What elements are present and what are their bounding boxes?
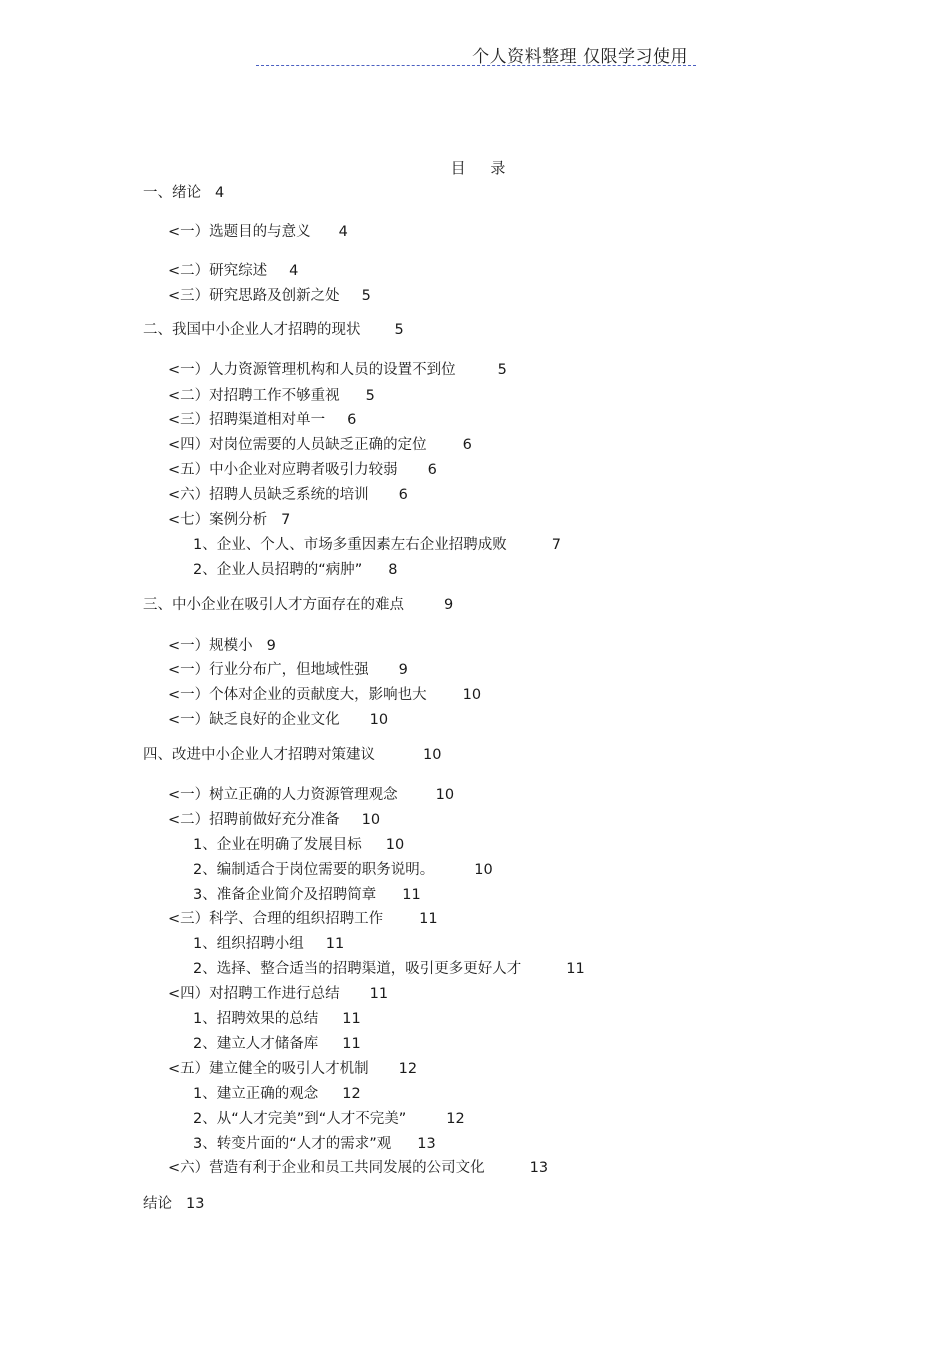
toc-entry[interactable] [193,860,493,880]
toc-entry-title: <四）对岗位需要的人员缺乏正确的定位 [168,437,427,453]
toc-entry[interactable] [168,984,388,1004]
toc-entry-page: 9 [266,638,276,654]
toc-entry[interactable] [193,835,404,855]
toc-entry-page: 7 [551,537,561,553]
toc-entry-page: 11 [342,1011,361,1027]
toc-entry-page: 10 [474,862,493,878]
toc-entry-title: <五）建立健全的吸引人才机制 [168,1061,369,1077]
page-header [256,40,696,66]
toc-entry-title: <一）人力资源管理机构和人员的设置不到位 [168,362,456,378]
toc-entry-page: 10 [385,837,405,853]
toc-entry-title: 1、建立正确的观念 [193,1086,319,1102]
toc-entry[interactable] [193,959,585,979]
toc-entry[interactable] [143,320,404,340]
toc-entry[interactable] [143,745,441,765]
toc-entry-title: 一、绪论 [143,185,201,201]
toc-entry[interactable] [168,410,356,430]
toc-entry-page: 12 [342,1086,361,1102]
toc-entry-page: 4 [338,224,348,240]
toc-entry-page: 5 [497,362,507,378]
toc-entry-page: 11 [342,1036,361,1052]
toc-entry-title: <一）规模小 [168,638,253,654]
toc-title: 目 录 [450,159,516,177]
toc-entry[interactable] [168,360,507,380]
toc-entry[interactable] [168,710,388,730]
toc-entry-title: 3、转变片面的“人才的需求”观 [193,1136,392,1152]
toc-entry-title: <七）案例分析 [168,512,268,528]
toc-entry[interactable] [143,183,224,203]
toc-entry[interactable] [143,595,453,615]
header-text: 个人资料整理 仅限学习使用 [472,47,688,67]
toc-entry-page: 6 [427,462,437,478]
toc-entry-title: 2、从“人才完美”到“人才不完美” [193,1111,407,1127]
toc-entry[interactable] [168,222,348,242]
toc-entry-page: 10 [423,747,442,763]
toc-entry[interactable] [193,1034,361,1054]
toc-entry-page: 11 [419,911,438,927]
toc-entry[interactable] [168,485,408,505]
toc-entry[interactable] [168,785,454,805]
toc-entry-page: 12 [446,1111,465,1127]
toc-entry[interactable] [168,386,375,406]
toc-entry[interactable] [168,810,380,830]
toc-entry-title: <六）营造有利于企业和员工共同发展的公司文化 [168,1160,485,1176]
toc-entry-title: <四）对招聘工作进行总结 [168,986,340,1002]
toc-entry-title: <五）中小企业对应聘者吸引力较弱 [168,462,398,478]
toc-entry[interactable] [168,286,371,306]
toc-entry-title: <二）招聘前做好充分准备 [168,812,340,828]
toc-entry[interactable] [143,1194,204,1214]
toc-entry-title: <二）研究综述 [168,263,268,279]
toc-entry-page: 9 [398,662,408,678]
toc-entry-page: 6 [398,487,408,503]
toc-entry-title: <三）研究思路及创新之处 [168,288,340,304]
toc-entry-page: 10 [462,687,482,703]
toc-entry[interactable] [168,685,481,705]
toc-entry[interactable] [168,460,437,480]
toc-entry[interactable] [168,261,298,281]
toc-entry-page: 9 [444,597,454,613]
toc-entry-title: <一）树立正确的人力资源管理观念 [168,787,398,803]
toc-entry-title: 2、建立人才储备库 [193,1036,319,1052]
toc-entry-page: 11 [566,961,585,977]
toc-entry[interactable] [193,535,561,555]
toc-entry-title: 1、组织招聘小组 [193,936,304,952]
toc-entry[interactable] [193,1134,436,1154]
toc-entry-title: 1、企业、个人、市场多重因素左右企业招聘成败 [193,537,507,553]
toc-entry[interactable] [193,1109,465,1129]
toc-entry-title: 3、准备企业简介及招聘简章 [193,887,377,903]
toc-entry-title: 1、招聘效果的总结 [193,1011,319,1027]
toc-entry[interactable] [168,1059,417,1079]
toc-entry-title: 2、编制适合于岗位需要的职务说明。 [193,862,435,878]
toc-entry[interactable] [168,909,438,929]
toc-entry-title: <一）个体对企业的贡献度大，影响也大 [168,687,427,703]
toc-entry-title: <三）科学、合理的组织招聘工作 [168,911,384,927]
toc-entry[interactable] [193,934,344,954]
toc-entry-title: <一）缺乏良好的企业文化 [168,712,340,728]
toc-entry-title: <一）行业分布广，但地域性强 [168,662,369,678]
toc-entry[interactable] [193,1084,361,1104]
toc-entry-page: 13 [417,1136,436,1152]
toc-entry[interactable] [168,510,290,530]
toc-entry[interactable] [168,636,276,656]
toc-entry-page: 5 [394,322,404,338]
toc-entry-page: 4 [289,263,299,279]
toc-entry-title: 二、我国中小企业人才招聘的现状 [143,322,361,338]
toc-entry-title: 1、企业在明确了发展目标 [193,837,362,853]
toc-entry[interactable] [168,1158,548,1178]
toc-entry-page: 6 [462,437,472,453]
toc-entry-page: 7 [281,512,291,528]
toc-entry[interactable] [168,435,472,455]
toc-entry-page: 12 [398,1061,418,1077]
toc-entry-title: 结论 [143,1196,172,1212]
toc-entry-page: 13 [529,1160,549,1176]
toc-entry-page: 11 [369,986,389,1002]
toc-entry-page: 11 [325,936,345,952]
toc-entry-title: 2、企业人员招聘的“病肿” [193,562,363,578]
toc-entry-title: 四、改进中小企业人才招聘对策建议 [143,747,375,763]
toc-entry-page: 8 [388,562,398,578]
toc-entry-page: 6 [347,412,357,428]
toc-entry[interactable] [193,885,421,905]
toc-entry-title: <六）招聘人员缺乏系统的培训 [168,487,369,503]
toc-entry-page: 5 [365,388,375,404]
toc-entry-page: 10 [435,787,455,803]
toc-entry-title: 2、选择、整合适当的招聘渠道，吸引更多更好人才 [193,961,522,977]
toc-entry-title: <一）选题目的与意义 [168,224,311,240]
toc-entry-title: <三）招聘渠道相对单一 [168,412,326,428]
toc-entry[interactable] [193,560,397,580]
toc-entry-title: 三、中小企业在吸引人才方面存在的难点 [143,597,404,613]
toc-entry-page: 11 [402,887,421,903]
toc-entry-page: 10 [361,812,381,828]
toc-entry[interactable] [168,660,408,680]
toc-entry[interactable] [193,1009,361,1029]
toc-entry-page: 13 [186,1196,205,1212]
toc-entry-page: 4 [215,185,225,201]
toc-entry-page: 5 [361,288,371,304]
toc-entry-title: <二）对招聘工作不够重视 [168,388,340,404]
toc-entry-page: 10 [369,712,389,728]
